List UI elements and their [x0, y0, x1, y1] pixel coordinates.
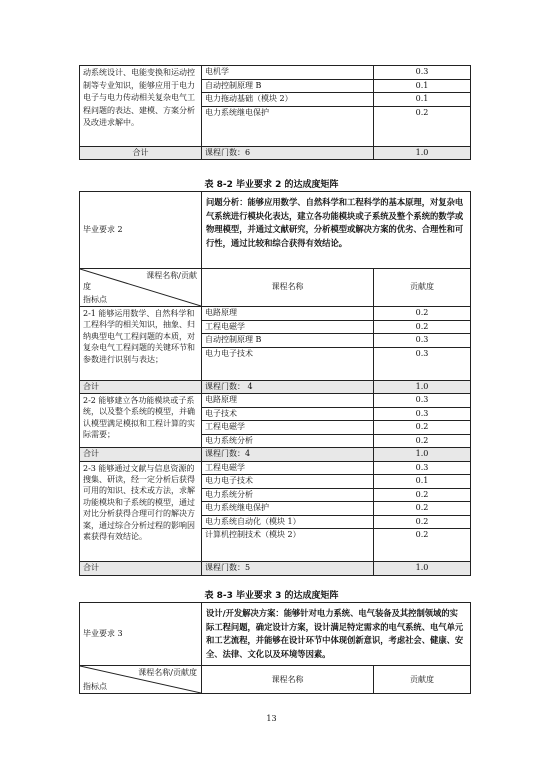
indicator-2-1: 2-1 能够运用数学、自然科学和工程科学的相关知识，抽象、归纳典型电气工程问题的本质，对复杂电气工程问题的关键环节和参数进行识别与表达； [80, 307, 202, 381]
table-cell: 0.2 [374, 502, 471, 516]
table-cell: 电机学 [202, 66, 374, 80]
table-cell: 0.3 [374, 66, 471, 80]
total-label: 合计 [80, 146, 202, 160]
table3-title: 表 8-3 毕业要求 3 的达成度矩阵 [204, 591, 339, 601]
top-table-indicator: 动系统设计、电能变换和运动控制等专业知识，能够应用于电力电子与电力传动相关复杂电气工程问题的表达、建模、方案分析及改进求解中。 [80, 66, 202, 147]
req3-description: 设计/开发解决方案：能够针对电力系统、电气装备及其控制领域的实际工程问题，确定设计方案，设计满足特定需求的电气系统、电气单元和工艺流程，并能够在设计环节中体现创新意识，考虑社会、健康、安全、法律、文化以及环境等因素。 [202, 603, 471, 666]
req3-label: 毕业要求 3 [80, 603, 202, 666]
total-sum: 1.0 [374, 562, 471, 576]
table-cell: 电路原理 [202, 394, 374, 408]
col-header-value: 贡献度 [374, 269, 471, 307]
table-cell: 0.2 [374, 307, 471, 321]
table-cell: 0.3 [374, 394, 471, 408]
total-label: 合计 [80, 448, 202, 462]
col-header-course: 课程名称 [202, 666, 374, 694]
col-header-course: 课程名称 [202, 269, 374, 307]
table-cell: 电力电子技术 [202, 475, 374, 489]
total-count: 课程门数：6 [202, 146, 374, 160]
table2-diagonal-header [80, 269, 202, 307]
table-cell: 0.2 [374, 421, 471, 435]
page-number: 13 [266, 714, 277, 723]
table-cell: 0.1 [374, 93, 471, 107]
table-cell: 0.2 [374, 320, 471, 334]
table-cell: 0.2 [374, 106, 471, 146]
table-cell: 0.3 [374, 407, 471, 421]
table-cell: 工程电磁学 [202, 320, 374, 334]
total-count: 课程门数： 4 [202, 380, 374, 394]
table2-title: 表 8-2 毕业要求 2 的达成度矩阵 [204, 180, 339, 190]
diag-bottom-label: 指标点 [83, 294, 107, 304]
table-cell: 计算机控制技术（模块 2） [202, 529, 374, 562]
total-sum: 1.0 [374, 448, 471, 462]
table-cell: 工程电磁学 [202, 461, 374, 475]
table-cell: 电力系统分析 [202, 488, 374, 502]
table-cell: 0.2 [374, 434, 471, 448]
col-header-value: 贡献度 [374, 666, 471, 694]
total-label: 合计 [80, 380, 202, 394]
table-cell: 电力系统继电保护 [202, 502, 374, 516]
table-cell: 0.3 [374, 461, 471, 475]
total-sum: 1.0 [374, 380, 471, 394]
table-cell: 电力系统继电保护 [202, 106, 374, 146]
table-cell: 0.3 [374, 347, 471, 380]
table-cell: 0.2 [374, 515, 471, 529]
indicator-2-2: 2-2 能够建立各功能模块或子系统，以及整个系统的模型，并确认模型满足模拟和工程计算的实际需要； [80, 394, 202, 448]
table3 [79, 602, 471, 694]
diag-mid-label: 度 [83, 282, 91, 291]
table-cell: 自动控制原理 B [202, 79, 374, 93]
total-sum: 1.0 [374, 146, 471, 160]
table2 [79, 191, 471, 576]
total-count: 课程门数：5 [202, 562, 374, 576]
table-cell: 0.1 [374, 475, 471, 489]
table3-diagonal-header [80, 666, 202, 694]
diag-top-label: 课程名称/贡献 [146, 271, 197, 280]
total-label: 合计 [80, 562, 202, 576]
table-cell: 电路原理 [202, 307, 374, 321]
table-cell: 电力电子技术 [202, 347, 374, 380]
table-cell: 工程电磁学 [202, 421, 374, 435]
top-table [79, 65, 471, 160]
table-cell: 电子技术 [202, 407, 374, 421]
table-cell: 电力系统分析 [202, 434, 374, 448]
table-cell: 0.3 [374, 334, 471, 348]
table-cell: 电力系统自动化（模块 1） [202, 515, 374, 529]
table-cell: 0.1 [374, 79, 471, 93]
diag-bottom-label: 指标点 [83, 681, 107, 691]
total-count: 课程门数：4 [202, 448, 374, 462]
table-cell: 自动控制原理 B [202, 334, 374, 348]
table-cell: 0.2 [374, 529, 471, 562]
table-cell: 0.2 [374, 488, 471, 502]
diag-top-label: 课程名称/贡献度 [138, 668, 197, 678]
req2-label: 毕业要求 2 [80, 192, 202, 269]
table-cell: 电力拖动基础（模块 2） [202, 93, 374, 107]
req2-description: 问题分析：能够应用数学、自然科学和工程科学的基本原理，对复杂电气系统进行模块化表达，建立各功能模块或子系统及整个系统的数学或物理模型，并通过文献研究，分析模型或解决方案的优劣、合理性和可行性，通过比较和综合获得有效结论。 [202, 192, 471, 269]
indicator-2-3: 2-3 能够通过文献与信息资源的搜集、研读，经一定分析后获得可用的知识、技术或方法，求解功能模块和子系统的模型，通过对比分析获得合理可行的解决方案，通过综合分析过程的影响因素获得有效结论。 [80, 461, 202, 562]
